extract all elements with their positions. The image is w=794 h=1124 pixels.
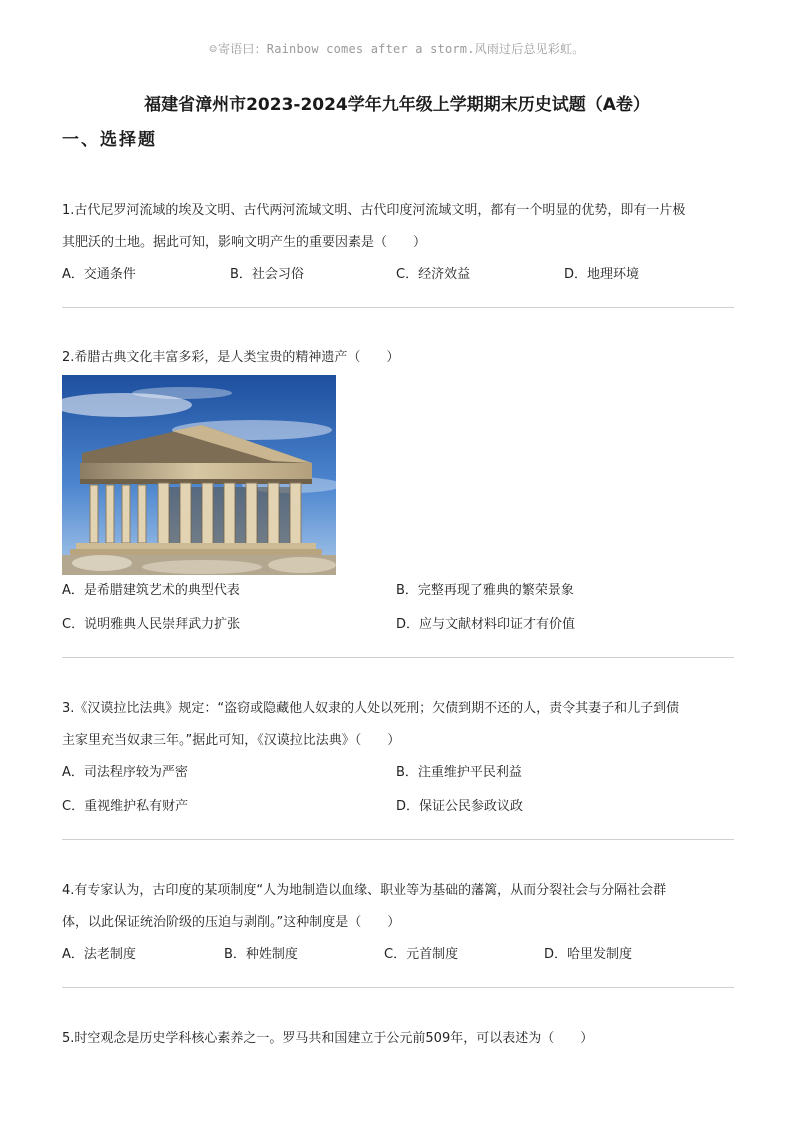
question-3-option-b[interactable]: B．注重维护平民利益 — [396, 765, 522, 780]
question-3-option-d[interactable]: D．保证公民参政议政 — [396, 799, 524, 814]
question-2-option-b[interactable]: B．完整再现了雅典的繁荣景象 — [396, 583, 574, 598]
header-motto — [0, 40, 794, 57]
section-title: 一、选择题 — [62, 130, 157, 150]
question-5-stem-line1: 5.时空观念是历史学科核心素养之一。罗马共和国建立于公元前509年，可以表述为（ ） — [62, 1031, 594, 1046]
question-4-option-d[interactable]: D．哈里发制度 — [544, 947, 633, 962]
header-motto-text: 寄语曰：Rainbow comes after a storm.风雨过后总见彩虹。 — [217, 42, 585, 56]
divider — [62, 657, 734, 658]
question-3-stem-line2: 主家里充当奴隶三年。”据此可知，《汉谟拉比法典》（ ） — [62, 733, 401, 748]
question-3-option-c[interactable]: C．重视维护私有财产 — [62, 799, 189, 814]
question-2-options-row1 — [62, 575, 734, 607]
question-3-options-row1 — [62, 757, 734, 789]
question-3-stem-line1: 3.《汉谟拉比法典》规定：“盗窃或隐藏他人奴隶的人处以死刑；欠债到期不还的人，责令其妻子和儿子到债 — [62, 701, 680, 716]
question-4-option-b[interactable]: B．种姓制度 — [224, 947, 298, 962]
question-1-option-a[interactable]: A．交通条件 — [62, 267, 136, 282]
divider — [62, 839, 734, 840]
smile-icon: ☺ — [209, 42, 217, 56]
question-1 — [62, 195, 734, 291]
question-2-option-c[interactable]: C．说明雅典人民崇拜武力扩张 — [62, 617, 241, 632]
question-1-options — [62, 259, 734, 291]
question-2-options-row2 — [62, 609, 734, 641]
divider — [62, 307, 734, 308]
question-2-option-a[interactable]: A．是希腊建筑艺术的典型代表 — [62, 583, 240, 598]
divider — [62, 987, 734, 988]
page-title: 福建省漳州市2023-2024学年九年级上学期期末历史试题（A卷） — [144, 95, 650, 115]
question-4-stem-line1: 4.有专家认为，古印度的某项制度“人为地制造以血缘、职业等为基础的藩篱，从而分裂社会与分隔社会群 — [62, 883, 667, 898]
question-4 — [62, 875, 734, 971]
question-4-stem-line2: 体，以此保证统治阶级的压迫与剥削。”这种制度是（ ） — [62, 915, 401, 930]
question-3-options-row2 — [62, 791, 734, 823]
question-1-stem-line1: 1.古代尼罗河流域的埃及文明、古代两河流域文明、古代印度河流域文明，都有一个明显的优势，即有一片极 — [62, 203, 686, 218]
question-4-options — [62, 939, 734, 971]
question-4-option-c[interactable]: C．元首制度 — [384, 947, 459, 962]
question-4-option-a[interactable]: A．法老制度 — [62, 947, 136, 962]
question-2 — [62, 342, 734, 374]
question-3 — [62, 693, 734, 823]
question-1-option-d[interactable]: D．地理环境 — [564, 267, 640, 282]
question-2-option-d[interactable]: D．应与文献材料印证才有价值 — [396, 617, 576, 632]
question-1-option-c[interactable]: C．经济效益 — [396, 267, 471, 282]
question-2-stem-line1: 2.希腊古典文化丰富多彩，是人类宝贵的精神遗产（ ） — [62, 350, 400, 365]
question-5 — [62, 1023, 734, 1055]
question-3-option-a[interactable]: A．司法程序较为严密 — [62, 765, 188, 780]
question-1-stem-line2: 其肥沃的土地。据此可知，影响文明产生的重要因素是（ ） — [62, 235, 427, 250]
question-1-option-b[interactable]: B．社会习俗 — [230, 267, 304, 282]
parthenon-photo — [62, 375, 336, 575]
question-2-options-block — [62, 575, 734, 641]
